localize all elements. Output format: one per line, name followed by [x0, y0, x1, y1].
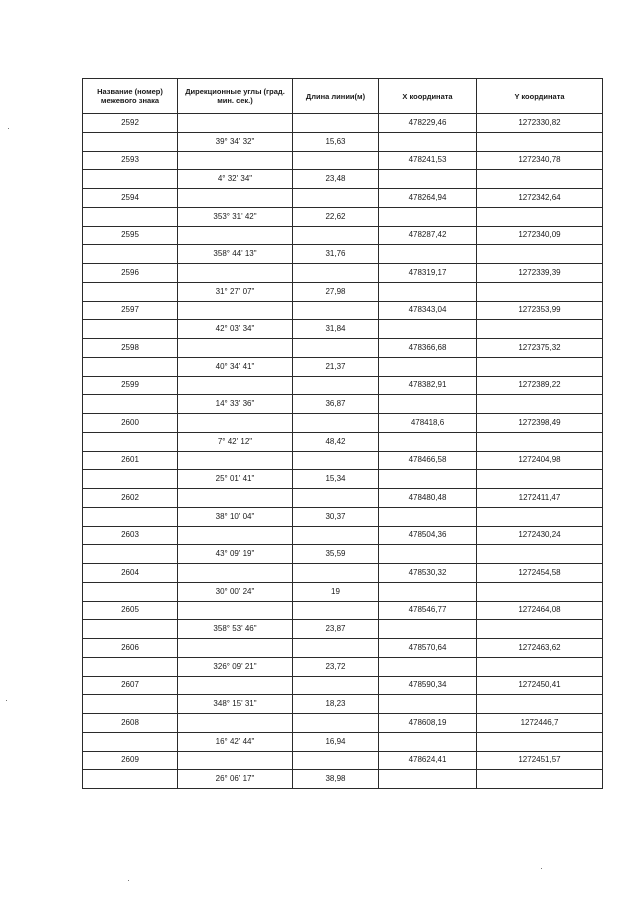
table-row	[83, 451, 603, 470]
direction-angle-cell	[178, 264, 293, 283]
y-coordinate-cell	[477, 657, 603, 676]
marker-name-cell: 2608	[83, 714, 178, 733]
line-length-cell	[293, 151, 379, 170]
direction-angle-cell: 14° 33' 36"	[178, 395, 293, 414]
direction-angle-cell	[178, 339, 293, 358]
line-length-cell: 22,62	[293, 207, 379, 226]
line-length-cell: 15,63	[293, 132, 379, 151]
direction-angle-cell	[178, 676, 293, 695]
y-coordinate-cell: 1272404,98	[477, 451, 603, 470]
marker-name-cell: 2596	[83, 264, 178, 283]
x-coordinate-cell	[379, 282, 477, 301]
x-coordinate-cell	[379, 395, 477, 414]
table-row	[83, 676, 603, 695]
header-marker-name: Название (номер) межевого знака	[83, 79, 178, 114]
y-coordinate-cell: 1272330,82	[477, 114, 603, 133]
marker-name-cell	[83, 770, 178, 789]
direction-angle-cell: 43° 09' 19"	[178, 545, 293, 564]
direction-angle-cell: 348° 15' 31"	[178, 695, 293, 714]
direction-angle-cell	[178, 376, 293, 395]
table-row	[83, 432, 603, 451]
x-coordinate-cell: 478466,58	[379, 451, 477, 470]
table-row	[83, 320, 603, 339]
table-row	[83, 526, 603, 545]
x-coordinate-cell: 478418,6	[379, 414, 477, 433]
x-coordinate-cell: 478241,53	[379, 151, 477, 170]
x-coordinate-cell	[379, 545, 477, 564]
table-row	[83, 414, 603, 433]
line-length-cell	[293, 601, 379, 620]
marker-name-cell	[83, 320, 178, 339]
marker-name-cell	[83, 545, 178, 564]
y-coordinate-cell: 1272375,32	[477, 339, 603, 358]
x-coordinate-cell	[379, 470, 477, 489]
direction-angle-cell: 358° 44' 13"	[178, 245, 293, 264]
table-row	[83, 189, 603, 208]
line-length-cell	[293, 301, 379, 320]
line-length-cell: 38,98	[293, 770, 379, 789]
table-row	[83, 732, 603, 751]
marker-name-cell	[83, 282, 178, 301]
table-row	[83, 245, 603, 264]
y-coordinate-cell: 1272339,39	[477, 264, 603, 283]
scan-speck	[541, 868, 542, 869]
table-row	[83, 395, 603, 414]
y-coordinate-cell: 1272340,78	[477, 151, 603, 170]
y-coordinate-cell: 1272342,64	[477, 189, 603, 208]
x-coordinate-cell	[379, 695, 477, 714]
x-coordinate-cell: 478229,46	[379, 114, 477, 133]
y-coordinate-cell	[477, 770, 603, 789]
table-row	[83, 639, 603, 658]
direction-angle-cell	[178, 226, 293, 245]
x-coordinate-cell	[379, 770, 477, 789]
direction-angle-cell: 358° 53' 46"	[178, 620, 293, 639]
direction-angle-cell: 326° 09' 21"	[178, 657, 293, 676]
x-coordinate-cell	[379, 657, 477, 676]
y-coordinate-cell	[477, 507, 603, 526]
y-coordinate-cell: 1272464,08	[477, 601, 603, 620]
x-coordinate-cell: 478382,91	[379, 376, 477, 395]
y-coordinate-cell: 1272411,47	[477, 489, 603, 508]
x-coordinate-cell	[379, 320, 477, 339]
direction-angle-cell: 31° 27' 07"	[178, 282, 293, 301]
line-length-cell	[293, 751, 379, 770]
direction-angle-cell	[178, 639, 293, 658]
y-coordinate-cell	[477, 582, 603, 601]
line-length-cell: 23,48	[293, 170, 379, 189]
marker-name-cell: 2605	[83, 601, 178, 620]
line-length-cell	[293, 114, 379, 133]
direction-angle-cell: 25° 01' 41"	[178, 470, 293, 489]
y-coordinate-cell	[477, 207, 603, 226]
line-length-cell	[293, 414, 379, 433]
x-coordinate-cell: 478480,48	[379, 489, 477, 508]
marker-name-cell	[83, 507, 178, 526]
marker-name-cell: 2609	[83, 751, 178, 770]
table-row	[83, 751, 603, 770]
line-length-cell: 19	[293, 582, 379, 601]
line-length-cell: 15,34	[293, 470, 379, 489]
x-coordinate-cell	[379, 207, 477, 226]
table-row	[83, 264, 603, 283]
line-length-cell	[293, 189, 379, 208]
marker-name-cell	[83, 207, 178, 226]
direction-angle-cell: 40° 34' 41"	[178, 357, 293, 376]
x-coordinate-cell: 478608,19	[379, 714, 477, 733]
line-length-cell	[293, 489, 379, 508]
header-line-length: Длина линии(м)	[293, 79, 379, 114]
table-row	[83, 226, 603, 245]
y-coordinate-cell	[477, 245, 603, 264]
scan-speck	[6, 700, 7, 701]
line-length-cell	[293, 639, 379, 658]
table-row	[83, 714, 603, 733]
direction-angle-cell	[178, 301, 293, 320]
marker-name-cell	[83, 470, 178, 489]
line-length-cell	[293, 226, 379, 245]
x-coordinate-cell	[379, 170, 477, 189]
x-coordinate-cell: 478530,32	[379, 564, 477, 583]
x-coordinate-cell	[379, 432, 477, 451]
line-length-cell	[293, 676, 379, 695]
table-row	[83, 282, 603, 301]
marker-name-cell: 2600	[83, 414, 178, 433]
line-length-cell: 23,72	[293, 657, 379, 676]
marker-name-cell: 2601	[83, 451, 178, 470]
marker-name-cell	[83, 582, 178, 601]
direction-angle-cell: 16° 42' 44"	[178, 732, 293, 751]
line-length-cell	[293, 564, 379, 583]
marker-name-cell	[83, 170, 178, 189]
direction-angle-cell	[178, 489, 293, 508]
direction-angle-cell	[178, 151, 293, 170]
direction-angle-cell: 39° 34' 32"	[178, 132, 293, 151]
line-length-cell	[293, 714, 379, 733]
table-row	[83, 545, 603, 564]
y-coordinate-cell	[477, 320, 603, 339]
marker-name-cell: 2606	[83, 639, 178, 658]
y-coordinate-cell	[477, 357, 603, 376]
table-row	[83, 207, 603, 226]
direction-angle-cell	[178, 414, 293, 433]
table-row	[83, 564, 603, 583]
table-row	[83, 376, 603, 395]
table-row	[83, 301, 603, 320]
direction-angle-cell	[178, 451, 293, 470]
scan-speck	[128, 880, 129, 881]
table-row	[83, 507, 603, 526]
x-coordinate-cell: 478590,34	[379, 676, 477, 695]
y-coordinate-cell: 1272430,24	[477, 526, 603, 545]
y-coordinate-cell	[477, 732, 603, 751]
line-length-cell: 18,23	[293, 695, 379, 714]
y-coordinate-cell: 1272340,09	[477, 226, 603, 245]
marker-name-cell	[83, 245, 178, 264]
table-row	[83, 339, 603, 358]
y-coordinate-cell	[477, 695, 603, 714]
x-coordinate-cell	[379, 357, 477, 376]
line-length-cell: 31,84	[293, 320, 379, 339]
table-row	[83, 770, 603, 789]
direction-angle-cell: 42° 03' 34"	[178, 320, 293, 339]
y-coordinate-cell: 1272446,7	[477, 714, 603, 733]
line-length-cell: 23,87	[293, 620, 379, 639]
direction-angle-cell: 353° 31' 42"	[178, 207, 293, 226]
marker-name-cell	[83, 357, 178, 376]
y-coordinate-cell	[477, 132, 603, 151]
header-y-coordinate: Y координата	[477, 79, 603, 114]
marker-name-cell: 2592	[83, 114, 178, 133]
line-length-cell	[293, 451, 379, 470]
y-coordinate-cell: 1272353,99	[477, 301, 603, 320]
x-coordinate-cell: 478343,04	[379, 301, 477, 320]
y-coordinate-cell	[477, 432, 603, 451]
marker-name-cell	[83, 657, 178, 676]
direction-angle-cell: 4° 32' 34"	[178, 170, 293, 189]
direction-angle-cell	[178, 564, 293, 583]
x-coordinate-cell	[379, 507, 477, 526]
line-length-cell	[293, 526, 379, 545]
table-row	[83, 657, 603, 676]
y-coordinate-cell	[477, 470, 603, 489]
y-coordinate-cell	[477, 545, 603, 564]
y-coordinate-cell	[477, 170, 603, 189]
y-coordinate-cell: 1272389,22	[477, 376, 603, 395]
scan-speck	[8, 128, 9, 129]
direction-angle-cell	[178, 189, 293, 208]
y-coordinate-cell: 1272463,62	[477, 639, 603, 658]
x-coordinate-cell: 478624,41	[379, 751, 477, 770]
direction-angle-cell: 38° 10' 04"	[178, 507, 293, 526]
direction-angle-cell	[178, 601, 293, 620]
direction-angle-cell: 7° 42' 12"	[178, 432, 293, 451]
table-body	[83, 114, 603, 789]
line-length-cell	[293, 339, 379, 358]
marker-name-cell	[83, 620, 178, 639]
table-row	[83, 620, 603, 639]
line-length-cell: 27,98	[293, 282, 379, 301]
direction-angle-cell	[178, 714, 293, 733]
line-length-cell: 21,37	[293, 357, 379, 376]
x-coordinate-cell: 478287,42	[379, 226, 477, 245]
header-direction-angle: Дирекционные углы (град. мин. сек.)	[178, 79, 293, 114]
y-coordinate-cell	[477, 395, 603, 414]
line-length-cell	[293, 264, 379, 283]
line-length-cell: 36,87	[293, 395, 379, 414]
marker-name-cell: 2604	[83, 564, 178, 583]
x-coordinate-cell	[379, 582, 477, 601]
marker-name-cell: 2593	[83, 151, 178, 170]
table-row	[83, 470, 603, 489]
table-row	[83, 695, 603, 714]
x-coordinate-cell	[379, 620, 477, 639]
table-row	[83, 151, 603, 170]
x-coordinate-cell: 478570,64	[379, 639, 477, 658]
marker-name-cell: 2602	[83, 489, 178, 508]
header-x-coordinate: X координата	[379, 79, 477, 114]
marker-name-cell	[83, 432, 178, 451]
x-coordinate-cell: 478264,94	[379, 189, 477, 208]
table-row	[83, 357, 603, 376]
x-coordinate-cell	[379, 132, 477, 151]
line-length-cell: 30,37	[293, 507, 379, 526]
table-row	[83, 170, 603, 189]
table-row	[83, 114, 603, 133]
line-length-cell: 16,94	[293, 732, 379, 751]
x-coordinate-cell: 478319,17	[379, 264, 477, 283]
x-coordinate-cell: 478366,68	[379, 339, 477, 358]
line-length-cell: 31,76	[293, 245, 379, 264]
line-length-cell: 48,42	[293, 432, 379, 451]
marker-name-cell	[83, 132, 178, 151]
marker-name-cell: 2598	[83, 339, 178, 358]
y-coordinate-cell: 1272454,58	[477, 564, 603, 583]
header-row	[83, 79, 603, 114]
marker-name-cell: 2597	[83, 301, 178, 320]
direction-angle-cell	[178, 751, 293, 770]
marker-name-cell	[83, 732, 178, 751]
y-coordinate-cell	[477, 620, 603, 639]
direction-angle-cell	[178, 114, 293, 133]
x-coordinate-cell	[379, 245, 477, 264]
y-coordinate-cell: 1272398,49	[477, 414, 603, 433]
y-coordinate-cell	[477, 282, 603, 301]
table-row	[83, 601, 603, 620]
marker-name-cell	[83, 395, 178, 414]
y-coordinate-cell: 1272450,41	[477, 676, 603, 695]
table-row	[83, 489, 603, 508]
marker-name-cell: 2607	[83, 676, 178, 695]
line-length-cell	[293, 376, 379, 395]
table-header	[83, 79, 603, 114]
marker-name-cell: 2599	[83, 376, 178, 395]
marker-name-cell: 2595	[83, 226, 178, 245]
line-length-cell: 35,59	[293, 545, 379, 564]
marker-name-cell	[83, 695, 178, 714]
table-row	[83, 582, 603, 601]
x-coordinate-cell: 478546,77	[379, 601, 477, 620]
marker-name-cell: 2603	[83, 526, 178, 545]
x-coordinate-cell: 478504,36	[379, 526, 477, 545]
marker-name-cell: 2594	[83, 189, 178, 208]
x-coordinate-cell	[379, 732, 477, 751]
direction-angle-cell: 30° 00' 24"	[178, 582, 293, 601]
direction-angle-cell	[178, 526, 293, 545]
boundary-coordinates-table	[82, 78, 603, 789]
direction-angle-cell: 26° 06' 17"	[178, 770, 293, 789]
y-coordinate-cell: 1272451,57	[477, 751, 603, 770]
table-row	[83, 132, 603, 151]
